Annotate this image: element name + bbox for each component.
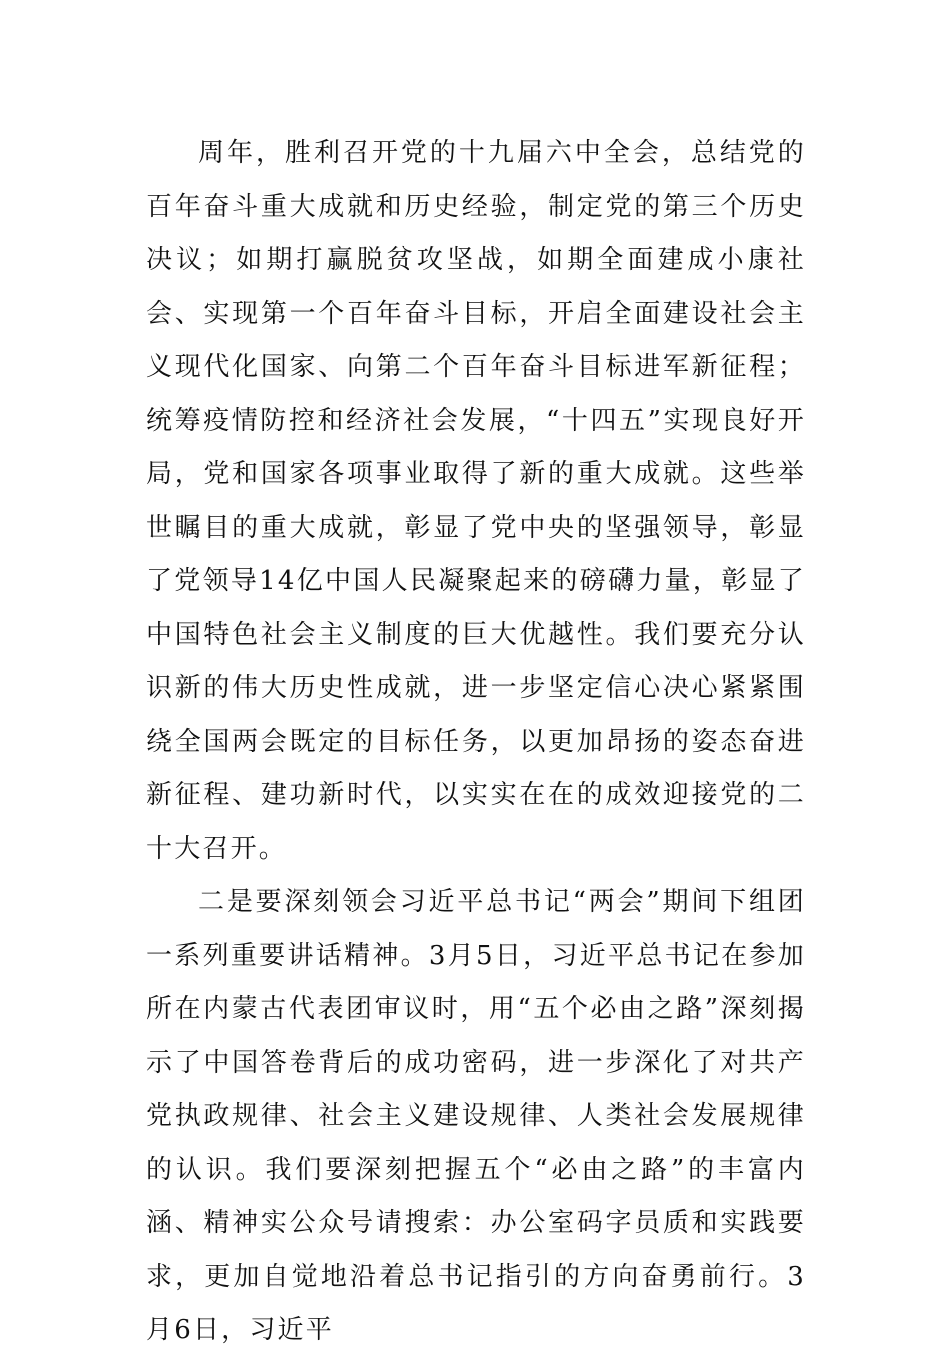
document-body bbox=[146, 127, 806, 1358]
paragraph-1: 周年，胜利召开党的十九届六中全会，总结党的百年奋斗重大成就和历史经验，制定党的第三个历史决议；如期打赢脱贫攻坚战，如期全面建成小康社会、实现第一个百年奋斗目标，开启全面建设社会主义现代化国家、向第二个百年奋斗目标进军新征程；统筹疫情防控和经济社会发展，“十四五”实现良好开局，党和国家各项事业取得了新的重大成就。这些举世瞩目的重大成就，彰显了党中央的坚强领导，彰显了党领导14亿中国人民凝聚起来的磅礴力量，彰显了中国特色社会主义制度的巨大优越性。我们要充分认识新的伟大历史性成就，进一步坚定信心决心紧紧围绕全国两会既定的目标任务，以更加昂扬的姿态奋进新征程、建功新时代，以实实在在的成效迎接党的二十大召开。 bbox=[146, 138, 806, 864]
paragraph-2: 二是要深刻领会习近平总书记“两会”期间下组团一系列重要讲话精神。3月5日，习近平总书记在参加所在内蒙古代表团审议时，用“五个必由之路”深刻揭示了中国答卷背后的成功密码，进一步深化了对共产党执政规律、社会主义建设规律、人类社会发展规律的认识。我们要深刻把握五个“必由之路”的丰富内涵、精神实公众号请搜索：办公室码字员质和实践要求，更加自觉地沿着总书记指引的方向奋勇前行。3月6日，习近平 bbox=[146, 887, 806, 1345]
